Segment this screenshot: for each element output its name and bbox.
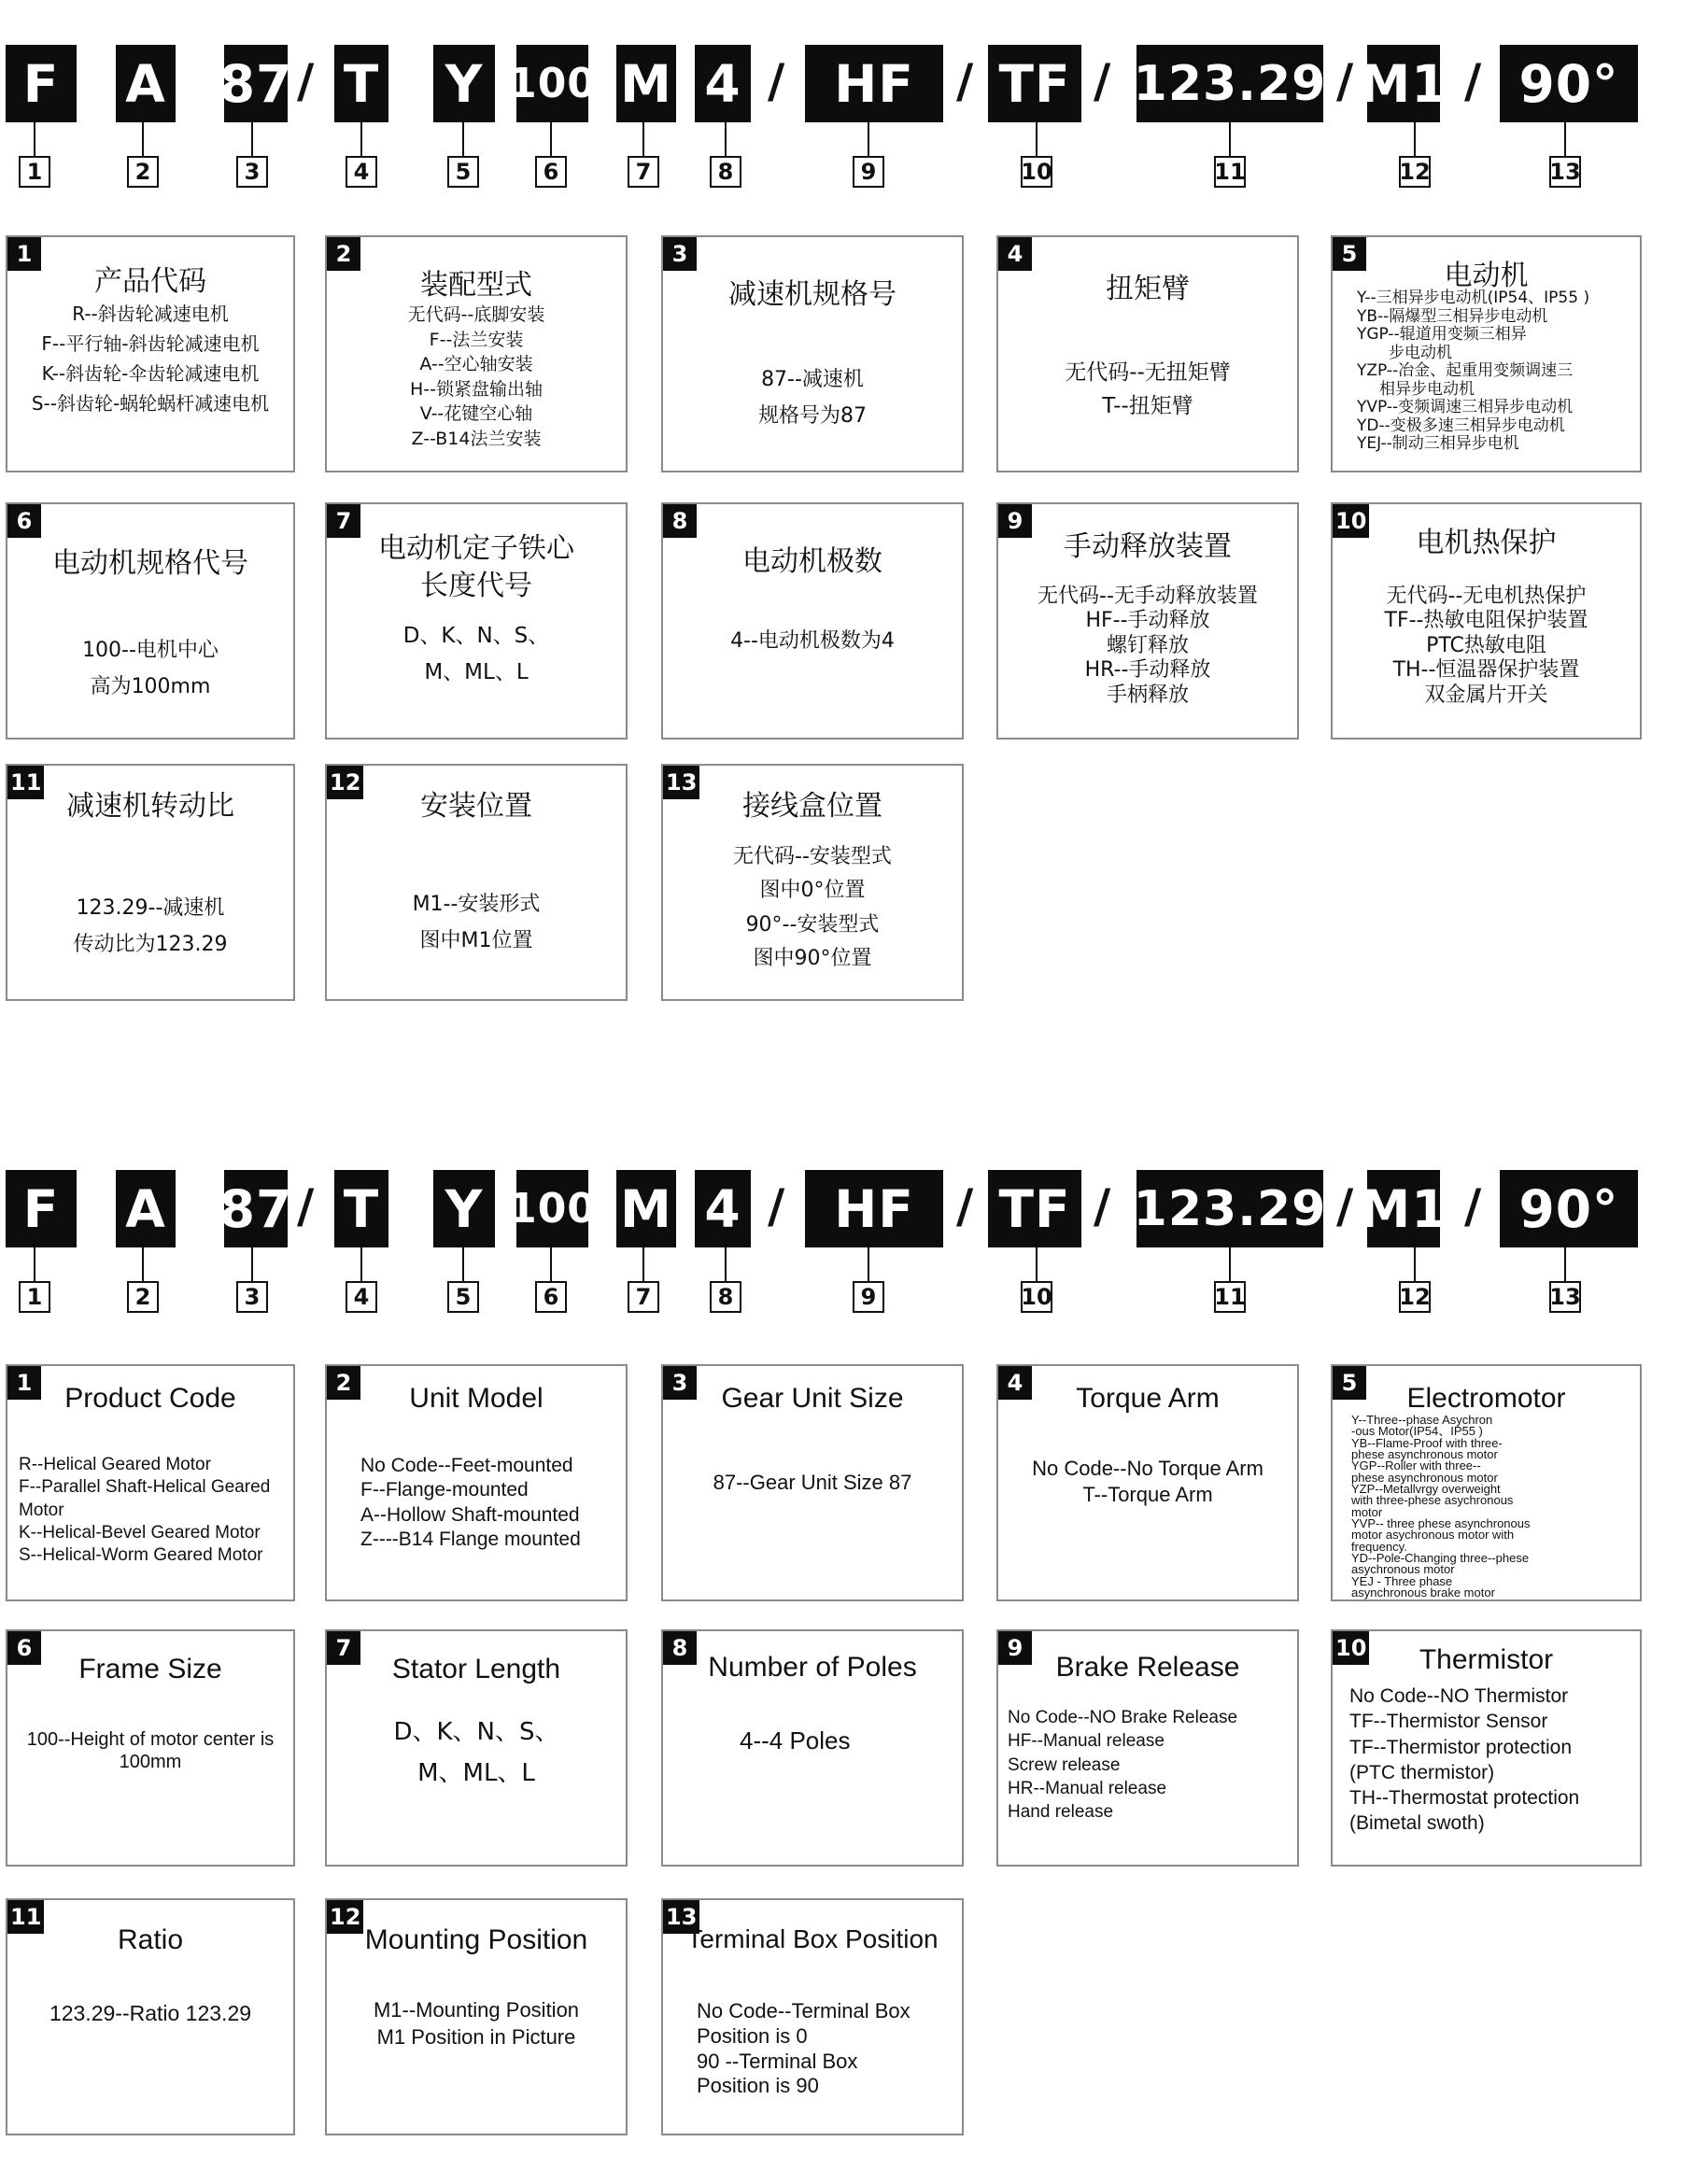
card-en-13 bbox=[661, 1898, 964, 2135]
body-line: 螺钉释放 bbox=[1106, 633, 1189, 657]
code-block-10: TF bbox=[988, 1170, 1081, 1247]
connector-line bbox=[1414, 122, 1416, 157]
index-box-12: 12 bbox=[1399, 1281, 1431, 1313]
code-block-3: 87 bbox=[224, 1170, 288, 1247]
body-line: 123.29--Ratio 123.29 bbox=[49, 2001, 252, 2025]
code-block-5: Y bbox=[433, 45, 495, 122]
code-block-8: 4 bbox=[695, 1170, 751, 1247]
badge-number: 10 bbox=[1333, 504, 1369, 538]
index-box-9: 9 bbox=[853, 156, 884, 188]
body-line: Screw release bbox=[1008, 1754, 1121, 1775]
card-body bbox=[1349, 1684, 1634, 1837]
card-title: Thermistor bbox=[1419, 1644, 1554, 1675]
code-block-13: 90° bbox=[1500, 1170, 1638, 1247]
connector-line bbox=[251, 1247, 253, 1282]
body-line: M、ML、L bbox=[417, 1759, 535, 1788]
card-body bbox=[13, 1999, 288, 2027]
card-cn-6 bbox=[6, 502, 295, 740]
badge-number: 2 bbox=[327, 1366, 360, 1400]
code-block-2: A bbox=[116, 1170, 176, 1247]
connector-line bbox=[462, 1247, 464, 1282]
index-box-2: 2 bbox=[127, 1281, 159, 1313]
body-line: F--Flange-mounted bbox=[360, 1479, 529, 1501]
index-box-4: 4 bbox=[346, 1281, 377, 1313]
body-line: asynchronous brake motor bbox=[1351, 1585, 1495, 1600]
body-line: YGP--辊道用变频三相异 bbox=[1357, 325, 1527, 345]
badge-number: 3 bbox=[663, 237, 697, 271]
badge-number: 11 bbox=[7, 766, 44, 799]
index-box-11: 11 bbox=[1214, 1281, 1246, 1313]
body-line: S--斜齿轮-蜗轮蜗杆减速电机 bbox=[31, 392, 270, 415]
card-body bbox=[669, 840, 956, 976]
code-block-12: M1 bbox=[1367, 45, 1440, 122]
body-line: T--Torque Arm bbox=[1082, 1482, 1213, 1506]
card-title: Unit Model bbox=[409, 1383, 543, 1414]
body-line: Z----B14 Flange mounted bbox=[360, 1528, 581, 1550]
body-line: Y--Three--phase Asychron bbox=[1351, 1413, 1493, 1427]
card-body bbox=[669, 1469, 956, 1496]
code-block-13: 90° bbox=[1500, 45, 1638, 122]
connector-line bbox=[360, 122, 362, 157]
connector-line bbox=[1414, 1247, 1416, 1282]
body-line: Y--三相异步电动机(IP54、IP55 ) bbox=[1357, 289, 1590, 307]
card-en-8 bbox=[661, 1629, 964, 1867]
separator-slash: / bbox=[1464, 54, 1482, 108]
index-box-7: 7 bbox=[628, 1281, 659, 1313]
card-en-10 bbox=[1331, 1629, 1642, 1867]
badge-number: 12 bbox=[327, 766, 363, 799]
connector-line bbox=[1036, 122, 1038, 157]
badge-number: 10 bbox=[1333, 1631, 1369, 1665]
body-line: motor bbox=[1351, 1504, 1383, 1519]
card-body bbox=[740, 1725, 956, 1756]
card-title: Gear Unit Size bbox=[721, 1383, 904, 1414]
separator-slash: / bbox=[956, 54, 974, 108]
card-title: 装配型式 bbox=[420, 269, 532, 302]
separator-slash: / bbox=[297, 1179, 315, 1233]
index-box-6: 6 bbox=[535, 156, 567, 188]
index-box-2: 2 bbox=[127, 156, 159, 188]
body-line: R--斜齿轮减速电机 bbox=[72, 303, 229, 325]
body-line: 100--Height of motor center is bbox=[26, 1729, 275, 1750]
connector-line bbox=[1564, 122, 1566, 157]
card-body bbox=[332, 887, 620, 959]
badge-number: 5 bbox=[1333, 1366, 1366, 1400]
card-cn-5 bbox=[1331, 235, 1642, 472]
card-cn-4 bbox=[996, 235, 1299, 472]
body-line: TH--Thermostat protection bbox=[1349, 1787, 1580, 1810]
index-box-7: 7 bbox=[628, 156, 659, 188]
card-title: 电动机极数 bbox=[742, 545, 882, 578]
body-line: TF--Thermistor Sensor bbox=[1349, 1711, 1548, 1733]
badge-number: 5 bbox=[1333, 237, 1366, 271]
separator-slash: / bbox=[1094, 1179, 1111, 1233]
connector-line bbox=[1036, 1247, 1038, 1282]
card-body bbox=[1357, 289, 1634, 454]
badge-number: 4 bbox=[998, 237, 1032, 271]
card-body bbox=[19, 1454, 288, 1568]
body-line: No Code--NO Brake Release bbox=[1008, 1708, 1238, 1727]
index-box-5: 5 bbox=[447, 156, 479, 188]
body-line: D、K、N、S、 bbox=[393, 1718, 559, 1746]
badge-number: 11 bbox=[7, 1900, 44, 1934]
body-line: YEJ--制动三相异步电机 bbox=[1357, 434, 1519, 454]
card-title: 减速机规格号 bbox=[728, 278, 896, 311]
body-line: Motor bbox=[19, 1500, 64, 1520]
badge-number: 8 bbox=[663, 1631, 697, 1665]
body-line: Position is 90 bbox=[697, 2074, 819, 2098]
body-line: M、ML、L bbox=[424, 660, 529, 685]
model-code-row bbox=[0, 1125, 1694, 1321]
index-box-11: 11 bbox=[1214, 156, 1246, 188]
body-line: A--Hollow Shaft-mounted bbox=[360, 1503, 580, 1526]
connector-line bbox=[34, 1247, 35, 1282]
body-line: phese asynchronous motor bbox=[1351, 1447, 1498, 1462]
code-block-11: 123.29 bbox=[1136, 45, 1323, 122]
index-box-13: 13 bbox=[1549, 1281, 1581, 1313]
connector-line bbox=[1229, 1247, 1231, 1282]
card-body bbox=[669, 627, 956, 655]
card-title: 电机热保护 bbox=[1416, 527, 1557, 559]
index-box-4: 4 bbox=[346, 156, 377, 188]
code-block-7: M bbox=[616, 45, 676, 122]
separator-slash: / bbox=[1336, 54, 1354, 108]
body-line: HF--Manual release bbox=[1008, 1731, 1165, 1752]
body-line: asychronous motor bbox=[1351, 1562, 1455, 1577]
card-title: 产品代码 bbox=[94, 265, 206, 298]
connector-line bbox=[34, 122, 35, 157]
index-box-10: 10 bbox=[1021, 156, 1052, 188]
body-line: 100--电机中心 bbox=[82, 639, 219, 662]
badge-number: 2 bbox=[327, 237, 360, 271]
code-block-1: F bbox=[6, 45, 77, 122]
body-line: S--Helical-Worm Geared Motor bbox=[19, 1545, 263, 1566]
card-body bbox=[1351, 1415, 1634, 1599]
separator-slash: / bbox=[1464, 1179, 1482, 1233]
body-line: 规格号为87 bbox=[758, 403, 867, 428]
body-line: H--锁紧盘输出轴 bbox=[410, 378, 543, 400]
card-cn-3 bbox=[661, 235, 964, 472]
card-cn-9 bbox=[996, 502, 1299, 740]
code-block-5: Y bbox=[433, 1170, 495, 1247]
index-box-1: 1 bbox=[19, 1281, 50, 1313]
body-line: phese asynchronous motor bbox=[1351, 1470, 1498, 1485]
card-body bbox=[360, 1454, 620, 1552]
body-line: YGP--Roller with three-- bbox=[1351, 1458, 1481, 1473]
connector-line bbox=[462, 122, 464, 157]
separator-slash: / bbox=[768, 54, 785, 108]
body-line: F--法兰安装 bbox=[429, 329, 524, 350]
body-line: K--Helical-Bevel Geared Motor bbox=[19, 1522, 261, 1543]
connector-line bbox=[642, 122, 644, 157]
badge-number: 9 bbox=[998, 1631, 1032, 1665]
card-body bbox=[332, 1997, 620, 2050]
body-line: (PTC thermistor) bbox=[1349, 1761, 1495, 1783]
card-body bbox=[1004, 585, 1292, 708]
body-line: Z--B14法兰安装 bbox=[411, 428, 542, 449]
card-body bbox=[697, 1999, 956, 2099]
card-en-7 bbox=[325, 1629, 628, 1867]
badge-number: 8 bbox=[663, 504, 697, 538]
card-title: 电动机规格代号 bbox=[52, 547, 248, 580]
body-line: TH--恒温器保护装置 bbox=[1392, 658, 1580, 683]
body-line: 123.29--减速机 bbox=[76, 896, 225, 920]
body-line: 步电动机 bbox=[1389, 343, 1452, 362]
card-title: Number of Poles bbox=[708, 1652, 917, 1683]
body-line: 双金属片开关 bbox=[1424, 683, 1548, 707]
connector-line bbox=[251, 122, 253, 157]
body-line: Hand release bbox=[1008, 1802, 1114, 1823]
body-line: R--Helical Geared Motor bbox=[19, 1455, 211, 1474]
connector-line bbox=[1229, 122, 1231, 157]
body-line: YD--变极多速三相异步电动机 bbox=[1357, 416, 1565, 435]
body-line: TF--热敏电阻保护装置 bbox=[1384, 609, 1588, 633]
english-section bbox=[0, 1125, 1694, 2184]
card-body bbox=[13, 1728, 288, 1773]
card-en-1 bbox=[6, 1364, 295, 1601]
card-en-5 bbox=[1331, 1364, 1642, 1601]
badge-number: 13 bbox=[663, 1900, 699, 1934]
index-box-13: 13 bbox=[1549, 156, 1581, 188]
body-line: K--斜齿轮-伞齿轮减速电机 bbox=[41, 362, 260, 385]
body-line: YZP--Metallvrgy overweight bbox=[1351, 1482, 1501, 1497]
model-code-row bbox=[0, 0, 1694, 196]
card-body bbox=[332, 618, 620, 691]
badge-number: 1 bbox=[7, 237, 41, 271]
index-box-8: 8 bbox=[710, 156, 741, 188]
body-line: YZP--冶金、起重用变频调速三 bbox=[1357, 361, 1574, 381]
connector-line bbox=[550, 122, 552, 157]
body-line: 87--减速机 bbox=[761, 368, 864, 391]
body-line: YVP--变频调速三相异步电动机 bbox=[1357, 398, 1574, 417]
index-box-3: 3 bbox=[236, 1281, 268, 1313]
card-title: Ratio bbox=[117, 1924, 184, 1955]
body-line: HR--Manual release bbox=[1008, 1778, 1167, 1798]
badge-number: 13 bbox=[663, 766, 699, 799]
card-en-6 bbox=[6, 1629, 295, 1867]
badge-number: 6 bbox=[7, 504, 41, 538]
connector-line bbox=[360, 1247, 362, 1282]
body-line: 手柄释放 bbox=[1106, 683, 1189, 707]
body-line: 相异步电动机 bbox=[1379, 379, 1475, 399]
body-line: No Code--NO Thermistor bbox=[1349, 1685, 1569, 1707]
separator-slash: / bbox=[956, 1179, 974, 1233]
card-title: 电动机 bbox=[1444, 260, 1529, 292]
card-en-11 bbox=[6, 1898, 295, 2135]
index-box-3: 3 bbox=[236, 156, 268, 188]
index-box-10: 10 bbox=[1021, 1281, 1052, 1313]
body-line: A--空心轴安装 bbox=[419, 354, 533, 375]
body-line: 100mm bbox=[119, 1752, 182, 1772]
code-block-4: T bbox=[334, 1170, 388, 1247]
card-title: Torque Arm bbox=[1076, 1383, 1220, 1414]
body-line: 无代码--无电机热保护 bbox=[1386, 585, 1587, 608]
body-line: HF--手动释放 bbox=[1085, 609, 1210, 633]
card-title: 安装位置 bbox=[420, 790, 532, 823]
body-line: 无代码--底脚安装 bbox=[407, 304, 545, 325]
code-block-8: 4 bbox=[695, 45, 751, 122]
card-cn-7 bbox=[325, 502, 628, 740]
body-line: 高为100mm bbox=[90, 674, 211, 698]
body-line: HR--手动释放 bbox=[1084, 658, 1211, 683]
connector-line bbox=[550, 1247, 552, 1282]
card-en-3 bbox=[661, 1364, 964, 1601]
body-line: M1--安装形式 bbox=[412, 893, 541, 916]
card-title: 手动释放装置 bbox=[1064, 530, 1232, 563]
body-line: YB--Flame-Proof with three- bbox=[1351, 1435, 1503, 1450]
index-box-5: 5 bbox=[447, 1281, 479, 1313]
chinese-section bbox=[0, 0, 1694, 1055]
card-body bbox=[669, 362, 956, 434]
card-title: Mounting Position bbox=[364, 1924, 588, 1955]
card-en-9 bbox=[996, 1629, 1299, 1867]
body-line: motor asychronous motor with bbox=[1351, 1528, 1515, 1543]
card-title: Electromotor bbox=[1406, 1383, 1566, 1414]
badge-number: 6 bbox=[7, 1631, 41, 1665]
card-title: Product Code bbox=[64, 1383, 236, 1414]
body-line: F--平行轴-斜齿轮减速电机 bbox=[41, 332, 260, 355]
separator-slash: / bbox=[768, 1179, 785, 1233]
code-block-9: HF bbox=[805, 45, 943, 122]
card-cn-11 bbox=[6, 764, 295, 1001]
body-line: 图中0°位置 bbox=[759, 879, 866, 903]
index-box-12: 12 bbox=[1399, 156, 1431, 188]
card-en-4 bbox=[996, 1364, 1299, 1601]
separator-slash: / bbox=[1094, 54, 1111, 108]
body-line: 90°--安装型式 bbox=[745, 912, 880, 937]
body-line: M1 Position in Picture bbox=[376, 2024, 576, 2049]
card-body bbox=[1338, 585, 1634, 708]
card-body bbox=[13, 633, 288, 705]
badge-number: 3 bbox=[663, 1366, 697, 1400]
connector-line bbox=[1564, 1247, 1566, 1282]
body-line: T--扭矩臂 bbox=[1102, 393, 1193, 418]
card-title: 电动机定子铁心 bbox=[378, 532, 574, 565]
connector-line bbox=[642, 1247, 644, 1282]
separator-slash: / bbox=[1336, 1179, 1354, 1233]
index-box-9: 9 bbox=[853, 1281, 884, 1313]
index-box-6: 6 bbox=[535, 1281, 567, 1313]
card-body bbox=[332, 303, 620, 452]
body-line: V--花键空心轴 bbox=[419, 403, 533, 425]
code-block-6: 100 bbox=[516, 45, 588, 122]
badge-number: 7 bbox=[327, 504, 360, 538]
code-block-10: TF bbox=[988, 45, 1081, 122]
body-line: -ous Motor(IP54、IP55 ) bbox=[1351, 1424, 1483, 1439]
card-title: 接线盒位置 bbox=[742, 790, 882, 823]
card-body bbox=[1008, 1706, 1292, 1824]
body-line: PTC热敏电阻 bbox=[1426, 633, 1546, 657]
card-body bbox=[13, 891, 288, 963]
card-cn-8 bbox=[661, 502, 964, 740]
connector-line bbox=[142, 122, 144, 157]
card-body bbox=[1004, 357, 1292, 423]
card-body bbox=[13, 299, 288, 418]
code-block-6: 100 bbox=[516, 1170, 588, 1247]
card-title: Frame Size bbox=[78, 1654, 222, 1684]
body-line: 90 --Terminal Box bbox=[697, 2049, 858, 2073]
card-title: Brake Release bbox=[1055, 1652, 1240, 1683]
code-block-9: HF bbox=[805, 1170, 943, 1247]
body-line: No Code--No Torque Arm bbox=[1032, 1457, 1263, 1480]
code-block-7: M bbox=[616, 1170, 676, 1247]
body-line: 4--电动机极数为4 bbox=[730, 629, 895, 653]
card-title-line-2: 长度代号 bbox=[420, 570, 532, 602]
body-line: 无代码--安装型式 bbox=[733, 845, 892, 868]
body-line: No Code--Feet-mounted bbox=[360, 1455, 573, 1476]
body-line: F--Parallel Shaft-Helical Geared bbox=[19, 1477, 271, 1498]
body-line: 图中90°位置 bbox=[753, 946, 872, 970]
card-cn-1 bbox=[6, 235, 295, 472]
badge-number: 12 bbox=[327, 1900, 363, 1934]
body-line: 4--4 Poles bbox=[740, 1726, 851, 1754]
connector-line bbox=[142, 1247, 144, 1282]
body-line: YVP-- three phese asynchronous bbox=[1351, 1516, 1531, 1531]
connector-line bbox=[725, 122, 727, 157]
code-block-11: 123.29 bbox=[1136, 1170, 1323, 1247]
code-block-2: A bbox=[116, 45, 176, 122]
code-block-4: T bbox=[334, 45, 388, 122]
body-line: 无代码--无手动释放装置 bbox=[1038, 585, 1258, 608]
body-line: YEJ - Three phase bbox=[1351, 1573, 1453, 1588]
connector-line bbox=[868, 122, 869, 157]
card-title: Stator Length bbox=[391, 1654, 561, 1684]
card-title: 扭矩臂 bbox=[1106, 273, 1190, 305]
body-line: No Code--Terminal Box bbox=[697, 1999, 911, 2022]
card-body bbox=[332, 1712, 620, 1794]
body-line: with three-phese asychronous bbox=[1351, 1493, 1514, 1508]
card-cn-2 bbox=[325, 235, 628, 472]
body-line: 无代码--无扭矩臂 bbox=[1065, 360, 1231, 385]
connector-line bbox=[725, 1247, 727, 1282]
code-block-12: M1 bbox=[1367, 1170, 1440, 1247]
body-line: YB--隔爆型三相异步电动机 bbox=[1357, 306, 1548, 326]
index-box-1: 1 bbox=[19, 156, 50, 188]
body-line: Position is 0 bbox=[697, 2023, 808, 2048]
body-line: 传动比为123.29 bbox=[73, 932, 228, 956]
card-title: 减速机转动比 bbox=[66, 790, 234, 823]
card-title: Terminal Box Position bbox=[686, 1924, 939, 1953]
body-line: D、K、N、S、 bbox=[402, 624, 550, 648]
badge-number: 4 bbox=[998, 1366, 1032, 1400]
card-en-12 bbox=[325, 1898, 628, 2135]
card-en-2 bbox=[325, 1364, 628, 1601]
connector-line bbox=[868, 1247, 869, 1282]
badge-number: 7 bbox=[327, 1631, 360, 1665]
code-block-3: 87 bbox=[224, 45, 288, 122]
body-line: (Bimetal swoth) bbox=[1349, 1812, 1485, 1835]
body-line: frequency. bbox=[1351, 1539, 1407, 1554]
code-block-1: F bbox=[6, 1170, 77, 1247]
body-line: YD--Pole-Changing three--phese bbox=[1351, 1551, 1530, 1566]
card-cn-12 bbox=[325, 764, 628, 1001]
separator-slash: / bbox=[297, 54, 315, 108]
badge-number: 1 bbox=[7, 1366, 41, 1400]
index-box-8: 8 bbox=[710, 1281, 741, 1313]
body-line: TF--Thermistor protection bbox=[1349, 1736, 1573, 1758]
body-line: 87--Gear Unit Size 87 bbox=[713, 1471, 912, 1494]
body-line: 图中M1位置 bbox=[419, 928, 533, 952]
card-cn-10 bbox=[1331, 502, 1642, 740]
card-body bbox=[1004, 1456, 1292, 1507]
badge-number: 9 bbox=[998, 504, 1032, 538]
body-line: M1--Mounting Position bbox=[373, 1998, 580, 2022]
card-cn-13 bbox=[661, 764, 964, 1001]
